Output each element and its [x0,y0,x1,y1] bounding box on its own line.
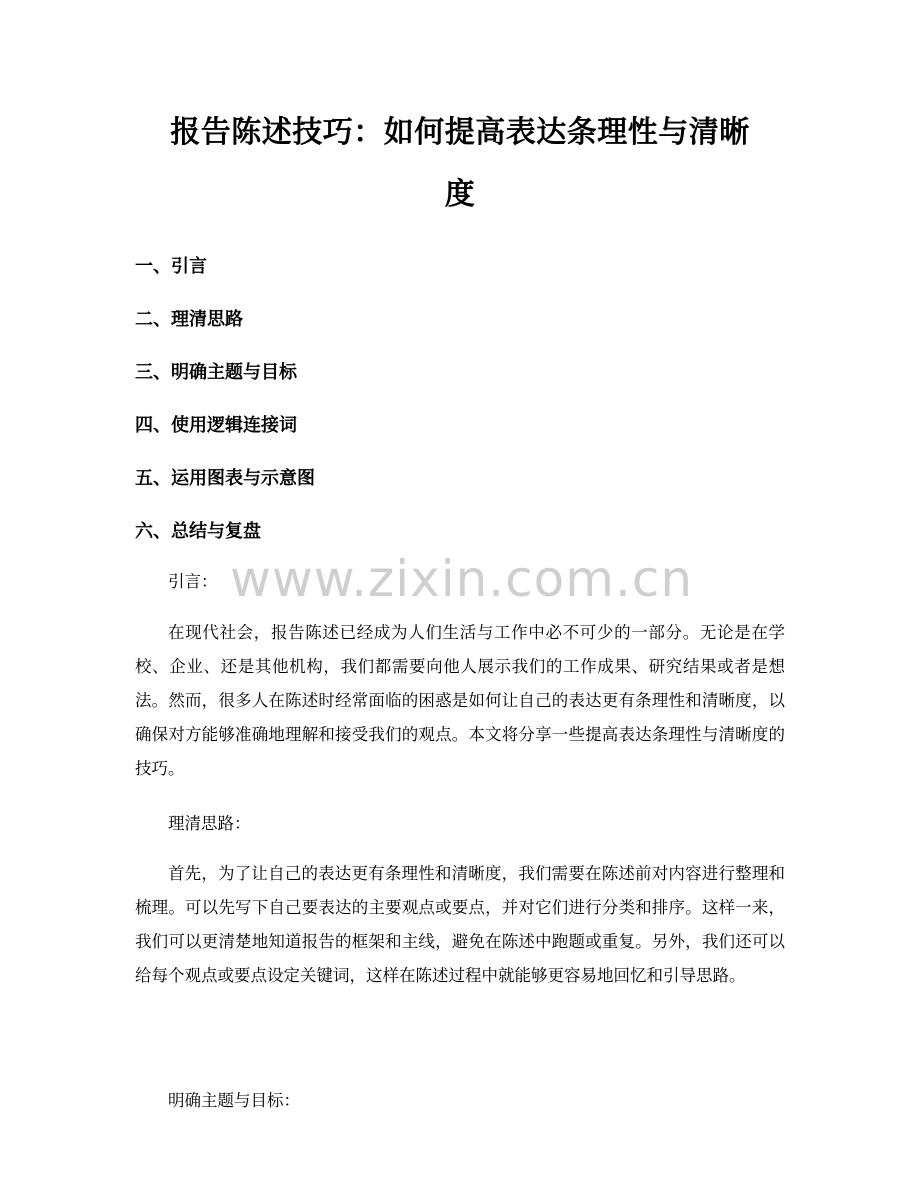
toc-item-intro: 一、引言 [135,256,207,277]
toc-item-clarify-thinking: 二、理清思路 [135,309,243,330]
section-heading-clarify-thinking: 理清思路： [168,814,251,833]
section-paragraph-clarify-thinking: 首先，为了让自己的表达更有条理性和清晰度，我们需要在陈述前对内容进行整理和梳理。可以先写下自己要表达的主要观点或要点，并对它们进行分类和排序。这样一来，我们可以更清楚地知道报告的框架和主线，避免在陈述中跑题或重复。另外，我们还可以给每个观点或要点设定关键词，这样在陈述过程中就能够更容易地回忆和引导思路。 [135,864,785,985]
document-title-line1: 报告陈述技巧：如何提高表达条理性与清晰 [170,115,750,150]
section-heading-theme-goal: 明确主题与目标： [168,1091,300,1110]
toc-item-logic-connectors: 四、使用逻辑连接词 [135,415,297,436]
section-paragraph-intro: 在现代社会，报告陈述已经成为人们生活与工作中必不可少的一部分。无论是在学校、企业、还是其他机构，我们都需要向他人展示我们的工作成果、研究结果或者是想法。然而，很多人在陈述时经常面临的困惑是如何让自己的表达更有条理性和清晰度，以确保对方能够准确地理解和接受我们的观点。本文将分享一些提高表达条理性与清晰度的技巧。 [135,623,785,778]
section-heading-intro: 引言： [168,572,218,591]
document-title-line2: 度 [444,177,476,212]
toc-item-summary-review: 六、总结与复盘 [135,521,261,542]
toc-item-charts-diagrams: 五、运用图表与示意图 [135,468,315,489]
watermark-text: www.zixin.com.cn [230,550,694,608]
toc-item-theme-goal: 三、明确主题与目标 [135,362,297,383]
watermark-logo [230,548,693,610]
